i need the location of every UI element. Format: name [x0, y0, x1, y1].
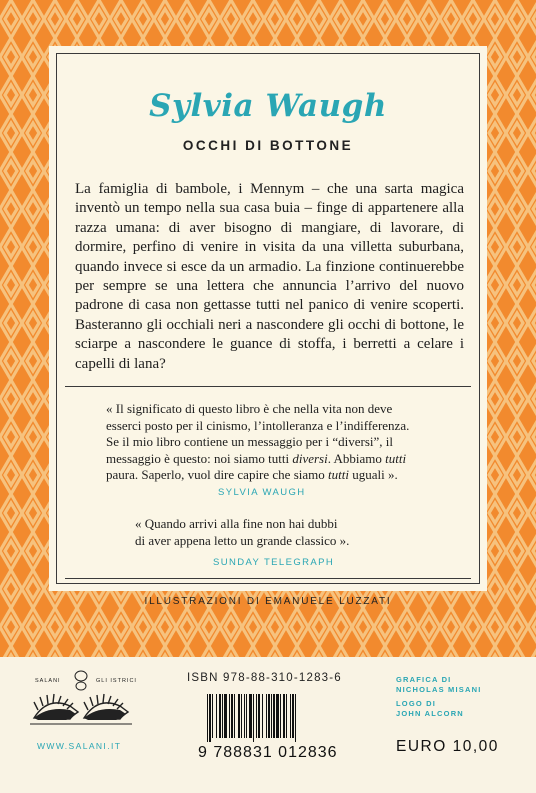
book-title: OCCHI DI BOTTONE — [182, 138, 354, 153]
quote-attribution-press: SUNDAY TELEGRAPH — [213, 557, 335, 568]
barcode-bar — [266, 694, 267, 738]
barcode-bar — [209, 694, 211, 742]
quote-attribution-author: SYLVIA WAUGH — [218, 487, 306, 498]
barcode-bar — [224, 694, 227, 738]
barcode-bar — [256, 694, 257, 738]
barcode-bar — [292, 694, 294, 738]
barcode-bar — [273, 694, 275, 738]
barcode-bar — [295, 694, 296, 742]
barcode-bar — [222, 694, 223, 738]
synopsis-text: La famiglia di bambole, i Mennym – che una sarta magica inventò un tempo nella sua casa buia – finge di appartenere alla razza umana: di aver bisogno di mangiare, di lavorare, di dormire, perfino di venire in visita da una villetta suburbana, quando invece si esce da un armadio. La finzione continuerebbe per sempre se una lettera che annuncia l’arrivo del nuovo padrone di casa non gettasse tutti nel panico di venire scoperti. Basteranno gli occhiali neri a nascondere gli occhi di bottone, le sciarpe a nascondere le guance di stoffa, i berretti a celare i capelli di lana? — [75, 181, 464, 372]
barcode-bar — [238, 694, 240, 738]
price: EURO 10,00 — [396, 738, 499, 755]
barcode-bar — [231, 694, 233, 738]
divider — [65, 578, 471, 579]
publisher-name: SALANI — [35, 678, 61, 684]
barcode-bar — [271, 694, 272, 738]
barcode-bar — [262, 694, 263, 738]
quote-line: Se il mio libro contiene un messaggio per i “diversi”, il — [106, 434, 394, 450]
barcode-icon — [205, 694, 337, 742]
publisher-website: WWW.SALANI.IT — [37, 741, 122, 751]
barcode-bar — [207, 694, 208, 742]
design-credit-label: GRAFICA DI — [396, 675, 452, 684]
barcode-bar — [234, 694, 235, 738]
quote-line: paura. Saperlo, vuol dire capire che siamo tutti uguali ». — [106, 467, 398, 483]
logo-credit-name: JOHN ALCORN — [396, 709, 464, 718]
barcode-bar — [280, 694, 281, 738]
quote-line: di aver appena letto un grande classico ». — [135, 532, 350, 548]
barcode-bar — [246, 694, 247, 738]
barcode-bar — [212, 694, 213, 738]
quote-line: « Quando arrivi alla fine non hai dubbi — [135, 516, 338, 531]
barcode-bar — [290, 694, 291, 738]
publisher-series: GLI ISTRICI — [96, 678, 137, 684]
barcode-bar — [249, 694, 252, 738]
barcode-bar — [276, 694, 279, 738]
press-quote — [135, 516, 467, 549]
barcode-number: 9 788831 012836 — [198, 744, 338, 761]
barcode-bar — [219, 694, 221, 738]
text-card — [49, 46, 487, 607]
author-quote — [106, 401, 453, 484]
barcode-bar — [241, 694, 242, 738]
design-credit-name: NICHOLAS MISANI — [396, 685, 482, 694]
illustrations-credit: ILLUSTRAZIONI DI EMANUELE LUZZATI — [144, 596, 392, 607]
barcode-bar — [283, 694, 285, 738]
isbn-label: ISBN 978-88-310-1283-6 — [187, 672, 342, 684]
quote-line: esserci posto per il cinismo, l’intolleranza e l’indifferenza. — [106, 417, 410, 433]
hedgehog-logo-icon — [26, 666, 136, 732]
barcode-bar — [258, 694, 260, 738]
barcode-bar — [229, 694, 230, 738]
quote-line: « Il significato di questo libro è che nella vita non deve — [106, 401, 393, 416]
author-name: Sylvia Waugh — [149, 88, 387, 124]
barcode-bar — [253, 694, 254, 742]
logo-credit-label: LOGO DI — [396, 699, 437, 708]
barcode-bar — [244, 694, 245, 738]
barcode-bar — [286, 694, 287, 738]
divider — [65, 386, 471, 387]
barcode-bar — [216, 694, 217, 738]
barcode-bar — [268, 694, 270, 738]
quote-line: messaggio è questo: noi siamo tutti diversi. Abbiamo tutti — [106, 450, 407, 466]
